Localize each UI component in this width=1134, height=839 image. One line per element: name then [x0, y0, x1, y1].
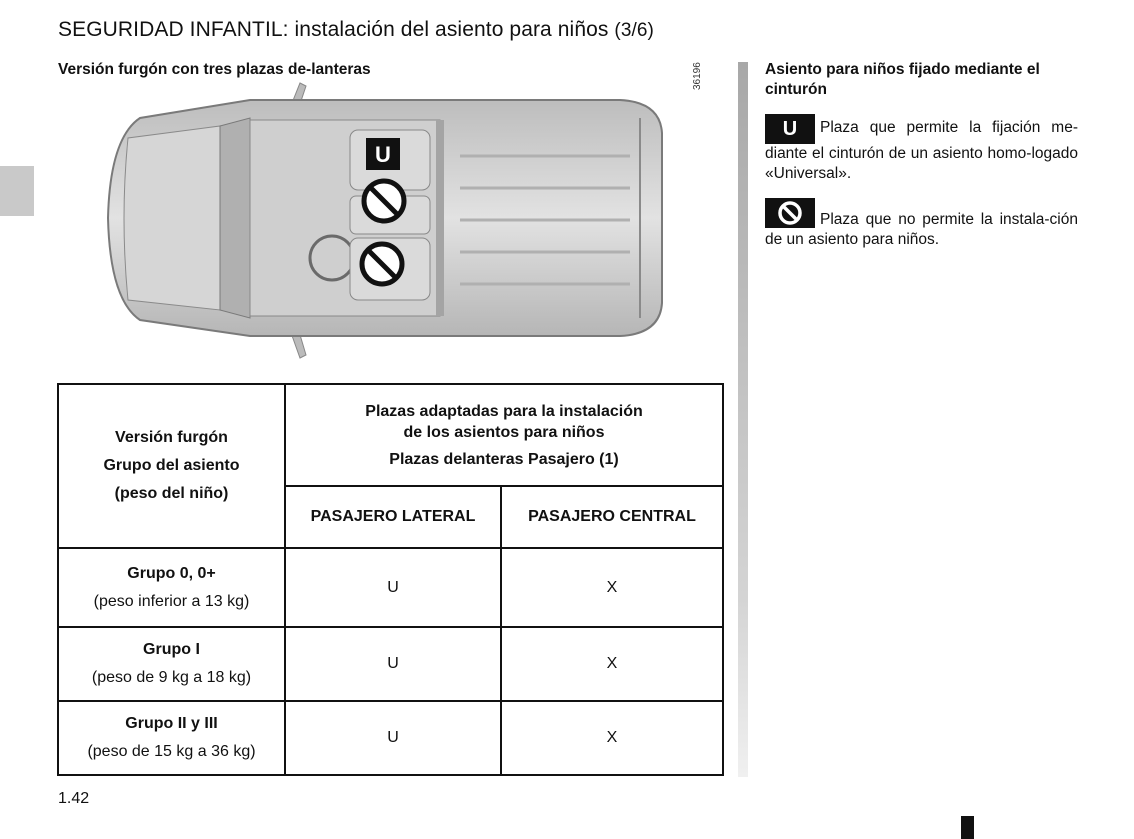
legend-item-forbidden [765, 198, 1078, 250]
group-cell [58, 548, 285, 627]
group-weight: (peso de 9 kg a 18 kg) [91, 669, 252, 686]
section-heading: Versión furgón con tres plazas de-lanteras [58, 61, 371, 78]
legend-column [765, 60, 1078, 264]
table-header-places [285, 384, 723, 486]
illustration-u-label: U [375, 142, 391, 167]
header-line: de los asientos para niños [403, 423, 605, 441]
chapter-tab [0, 166, 34, 216]
page-title [58, 18, 654, 42]
table-row [58, 701, 723, 775]
group-weight: (peso de 15 kg a 36 kg) [87, 743, 256, 760]
universal-seat-icon: U [765, 114, 815, 144]
group-cell [58, 627, 285, 701]
group-name: Grupo II y III [125, 715, 218, 732]
table-row [58, 548, 723, 627]
legend-heading: Asiento para niños fijado mediante el cinturón [765, 61, 1040, 98]
group-name: Grupo 0, 0+ [127, 564, 216, 582]
compatibility-table [57, 383, 724, 776]
table-header-central: PASAJERO CENTRAL [501, 486, 723, 548]
group-cell [58, 701, 285, 775]
lateral-cell: U [285, 548, 501, 627]
header-subtitle: Plazas delanteras Pasajero (1) [389, 450, 619, 468]
central-cell: X [501, 701, 723, 775]
no-seat-icon [362, 244, 402, 284]
header-line: Grupo del asiento [103, 457, 240, 474]
no-seat-icon [364, 181, 404, 221]
page-corner-mark [961, 816, 974, 839]
no-seat-icon [765, 198, 815, 228]
legend-item-text: Plaza que permite la fijación me-diante el cinturón de un asiento homo-logado «Universal». [765, 119, 1078, 182]
group-weight: (peso inferior a 13 kg) [93, 592, 250, 610]
page-title-text: SEGURIDAD INFANTIL: instalación del asiento para niños [58, 18, 609, 41]
header-line: (peso del niño) [114, 485, 229, 502]
central-cell: X [501, 548, 723, 627]
table-header-seat-group [58, 384, 285, 548]
legend-item-text: Plaza que no permite la instala-ción de un asiento para niños. [765, 211, 1078, 248]
header-line: Versión furgón [115, 429, 228, 446]
column-divider [738, 62, 748, 777]
group-name: Grupo I [143, 641, 200, 658]
lateral-cell: U [285, 701, 501, 775]
table-row [58, 627, 723, 701]
central-cell: X [501, 627, 723, 701]
table-header-lateral: PASAJERO LATERAL [285, 486, 501, 548]
page-title-suffix: (3/6) [614, 20, 654, 41]
page-number: 1.42 [58, 790, 90, 807]
vehicle-top-view-icon [100, 78, 680, 368]
figure-reference-code: 36196 [692, 62, 703, 90]
header-line: Plazas adaptadas para la instalación [365, 402, 643, 420]
lateral-cell: U [285, 627, 501, 701]
legend-item-universal [765, 114, 1078, 184]
